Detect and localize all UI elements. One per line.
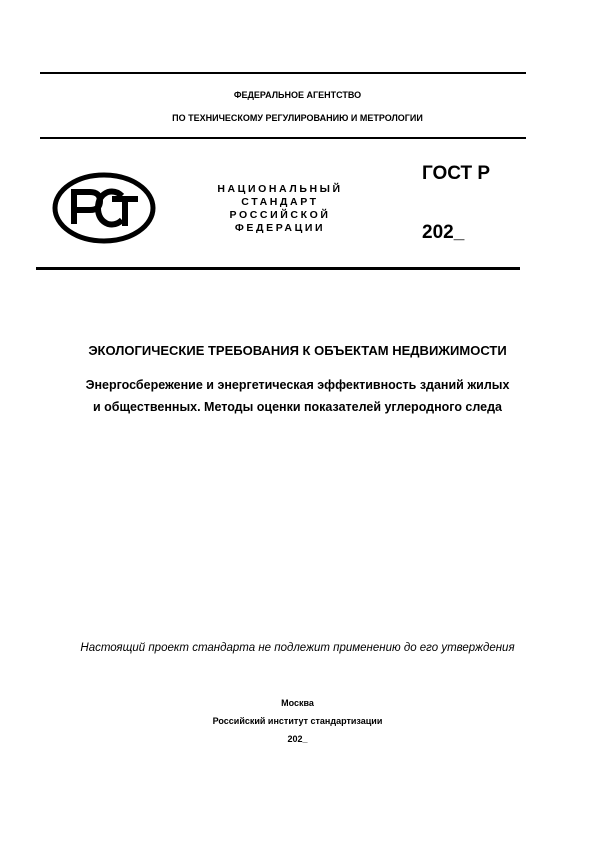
top-rule	[40, 72, 526, 74]
agency-line-1: ФЕДЕРАЛЬНОЕ АГЕНТСТВО	[233, 90, 362, 100]
document-subtitle-line-1: Энергосбережение и энергетическая эффективность зданий жилых	[85, 378, 510, 392]
document-title: ЭКОЛОГИЧЕСКИЕ ТРЕБОВАНИЯ К ОБЪЕКТАМ НЕДВИЖИМОСТИ	[88, 343, 507, 358]
national-standard-block	[195, 183, 365, 235]
agency-line-2: ПО ТЕХНИЧЕСКОМУ РЕГУЛИРОВАНИЮ И МЕТРОЛОГИИ	[172, 113, 423, 123]
footer-city: Москва	[281, 698, 314, 708]
document-subtitle-line-2: и общественных. Методы оценки показателей углеродного следа	[92, 400, 503, 414]
document-subtitle	[0, 374, 595, 418]
standard-rule	[36, 267, 520, 270]
national-standard-line-1: НАЦИОНАЛЬНЫЙ	[217, 183, 343, 195]
draft-note: Настоящий проект стандарта не подлежит применению до его утверждения	[80, 642, 515, 654]
standard-year: 202_	[422, 222, 465, 243]
rst-logo-icon	[52, 172, 156, 244]
footer-year: 202_	[287, 734, 308, 744]
national-standard-line-2: СТАНДАРТ	[241, 196, 319, 208]
national-standard-line-3: РОССИЙСКОЙ	[229, 209, 331, 221]
footer-publisher: Российский институт стандартизации	[212, 716, 383, 726]
national-standard-line-4: ФЕДЕРАЦИИ	[234, 222, 326, 234]
standard-code: ГОСТ Р	[422, 163, 491, 184]
header-rule	[40, 137, 526, 139]
rst-logo	[52, 172, 156, 244]
